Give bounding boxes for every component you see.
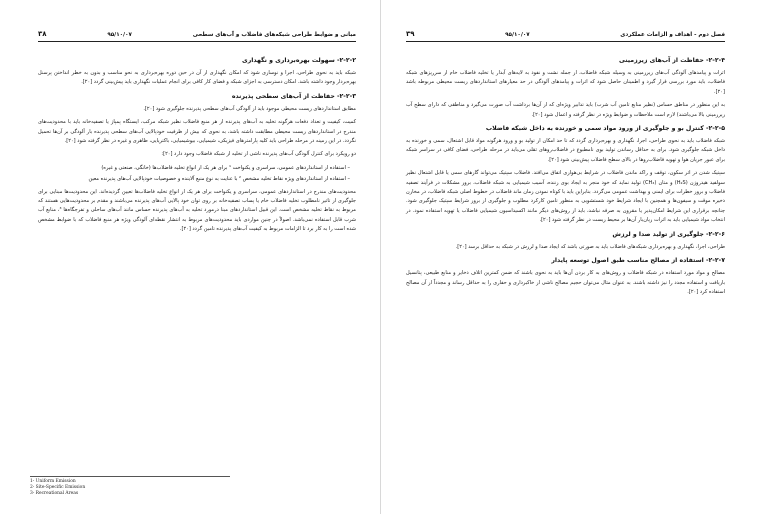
section-heading: ۲-۲-۳- حفاظت از آب‌های سطحی پذیرنده [231, 92, 356, 100]
footnote: 2- Site-Specific Emission [30, 485, 86, 490]
paragraph: طراحی، اجرا، نگهداری و بهره‌برداری شبکه‌های فاضلاب باید به صورتی باشد که ایجاد صدا و لرزش در شبکه به حداقل برسد [۲۰]. [455, 243, 725, 250]
header-title: فصل دوم - اهداف و الزامات عملکردی [620, 32, 725, 38]
section-heading: ۲-۲-۶- جلوگیری از تولید صدا و لرزش [612, 230, 725, 238]
page-content [406, 52, 725, 301]
footnotes [30, 476, 230, 497]
page-header [38, 28, 356, 42]
paragraph: کمیت، کیفیت و تعداد دفعات هرگونه تخلیه به آب‌های پذیرنده از هر منبع فاضلاب نظیر شبکه مرکب، ایستگاه پمپاژ یا تصفیه‌خانه باید با محدودیت‌های مندرج در استانداردهای زیست محیطی مطابقت داشته باشد، به نحوی که بیش از ظرفیت خودپالایی آب‌های سطحی پذیرنده بار آلودگی بر آن‌ها تحمیل نگردد. در این زمینه در مرحله طراحی باید کلیه پارامترهای فیزیکی، شیمیایی، بیوشیمیایی، باکتریایی، ظاهری و غیره در نظر گرفته شود [۲۰]. [38, 119, 356, 145]
paragraph: مطابق استانداردهای زیست محیطی موجود باید از آلودگی آب‌های سطحی پذیرنده جلوگیری شود [۲۰]. [143, 105, 356, 112]
paragraph: به این منظور در مناطق حساس (نظیر منابع تامین آب شرب) باید تدابیر ویژه‌ای که از آن‌ها برداشت آب صورت می‌گیرد و مناطقی که دارای سطح آب زیرزمینی بالا می‌باشند) لازم است ملاحظات و ضوابط ویژه در نظر گرفته و اعمال شود [۲۰]. [406, 102, 725, 118]
header-date: ۹۵/۱۰/۰۷ [505, 32, 530, 38]
footnote: 1- Uniform Emission [30, 479, 76, 484]
page-content [38, 52, 356, 239]
left-page [0, 0, 381, 514]
right-page [382, 0, 763, 514]
paragraph: اثرات و پیامدهای آلودگی آب‌های زیرزمینی به وسیله شبکه فاضلاب، از جمله نشت و نفوذ به لایه‌های آبدار یا تخلیه فاضلاب خام از سرریزهای شبکه فاضلاب، باید مورد بررسی قرار گیرد و اطمینان حاصل شود که اثرات و پیامدهای آلودگی در حد معیارهای استانداردهای زیست محیطی مربوطه باشد [۲۰]. [406, 70, 725, 95]
page-header [406, 28, 725, 42]
section-heading: ۲-۲-۵- کنترل بو و جلوگیری از ورود مواد سمی و خورنده به داخل شبکه فاضلاب [485, 125, 725, 133]
section-heading: ۲-۲-۴- حفاظت از آب‌های زیرزمینی [618, 57, 725, 64]
list-item: – استفاده از استانداردهای عمومی، سراسری و یکنواخت ¹ برای هر یک از انواع تخلیه فاضلاب‌ها (خانگی، صنعتی و غیره) [38, 164, 350, 173]
header-title: مبانی و ضوابط طراحی شبکه‌های فاضلاب و آب‌های سطحی [192, 32, 356, 38]
section-heading: ۲-۲-۷- استفاده از مصالح مناسب طبق اصول توسعه پایدار [551, 257, 725, 265]
bullet-list [38, 164, 350, 185]
section-heading: ۲-۲-۲- سهولت بهره‌برداری و نگهداری [242, 57, 356, 64]
paragraph: سپتیک شدن در اثر سکون، توقف و راکد ماندن فاضلاب در شرایط بی‌هوازی اتفاق می‌افتد. فاضلاب سپتیک می‌تواند گازهای سمی یا قابل اشتعال نظیر سولفید هیدروژن (H₂S) و متان (CH₄) تولید نماید که خود منجر به ایجاد بوی زننده، آسیب شیمیایی به شبکه فاضلاب، بروز مشکلات در فرآیند تصفیه فاضلاب و بروز خطرات برای ایمنی و بهداشت عمومی می‌گردد. بنابراین باید با کوتاه نمودن زمان ماند فاضلاب در خطوط اصلی شبکه فاضلاب، در مخازن ذخیره موقت و سیفون‌ها و همچنین با ایجاد شرایط خود شستشویی به منظور تامین کارکرد مطلوب و جلوگیری از بروز شرایط سپتیک جلوگیری شود. چنانچه برقراری این شرایط امکان‌پذیر یا مقرون به صرفه نباشد، باید از روش‌های دیگر مانند اکسیداسیون شیمیایی فاضلاب یا تهویه استفاده نمود. در انتخاب مواد شیمیایی باید به اثرات زیان‌بار آن‌ها بر محیط زیست در نظر گرفته شود [۲۰]. [406, 170, 725, 224]
footnote: 3- Recreational Areas [30, 491, 79, 496]
paragraph: دو رویکرد برای کنترل آلودگی آب‌های پذیرنده ناشی از تخلیه از شبکه فاضلاب وجود دارد [۲۰]: [161, 151, 356, 158]
page-number: ۳۹ [406, 30, 415, 38]
paragraph: شبکه فاضلاب باید به نحوی طراحی، اجرا، نگهداری و بهره‌برداری گردد که تا حد امکان از تولید بو و ورود هرگونه مواد قابل اشتعال، سمی و خورنده به داخل شبکه جلوگیری شود. برای به حداقل رساندن تولید بوی نامطبوع در فاضلاب‌روهای ثقلی می‌باید در مرحله طراحی، فضای کافی در سراسر شبکه برای عبور جریان هوا و تهویه فاضلاب‌روها در بالای سطح فاضلاب پیش‌بینی شود [۲۰]. [406, 138, 725, 163]
header-date: ۹۵/۱۰/۰۷ [107, 32, 132, 38]
paragraph: مصالح و مواد مورد استفاده در شبکه فاضلاب و روش‌های به کار بردن آن‌ها باید به نحوی باشند که ضمن کمترین اتلاف ذخایر و منابع طبیعی، پتانسیل بازیافت و استفاده مجدد را نیز داشته باشند. به عنوان مثال می‌توان حجیم مصالح ناشی از خاکبرداری و حفاری را به حداقل رساند و مجدداً از آن مصالح استفاده کرد [۲۰]. [406, 270, 725, 295]
page-number: ۳۸ [38, 30, 47, 38]
paragraph: شبکه باید به نحوی طراحی، اجرا و نوسازی شود که امکان نگهداری از آن در حین دوره بهره‌برداری به نحو مناسب و بدون به خطر انداختن پرسنل بهره‌بردار وجود داشته باشد. امکان دسترسی به اجزای شبکه و فضای کار کافی برای انجام عملیات نگهداری باید پیش‌بینی گردد [۲۰]. [38, 70, 356, 86]
list-item: – استفاده از استانداردهای ویژه نقاط تخلیه مشخص ² با عنایت به نوع منبع آلاینده و خصوصیات خودپالایی آب‌های پذیرنده معین [38, 175, 350, 184]
paragraph: محدودیت‌های مندرج در استانداردهای عمومی، سراسری و یکنواخت برای هر یک از انواع تخلیه فاضلاب‌ها تعیین گردیده‌اند. این محدودیت‌ها مبنایی برای جلوگیری از تاثیر نامطلوب تخلیه فاضلاب خام یا پساب تصفیه‌خانه بر روی توان خود پالایی آب‌های پذیرنده می‌باشند و مقدم بر محدودیت‌هایی هستند که مربوط به نقاط تخلیه مشخص است. این قبیل استانداردهای مبنا درمورد تخلیه به آب‌های پذیرنده حساس مانند آب‌های ساحلی و تفرجگاه‌ها ³، منابع آب شرب قابل استفاده نمی‌باشد. اصولاً در چنین مواردی باید محدودیت‌های مربوط به انتشار نقطه‌ای آلودگی ویژه هر منبع فاضلاب که با ضوابط مشخص شده است را به کار برد تا الزامات مربوط به کیفیت آب‌های پذیرنده تامین گردد [۲۰]. [38, 188, 356, 233]
